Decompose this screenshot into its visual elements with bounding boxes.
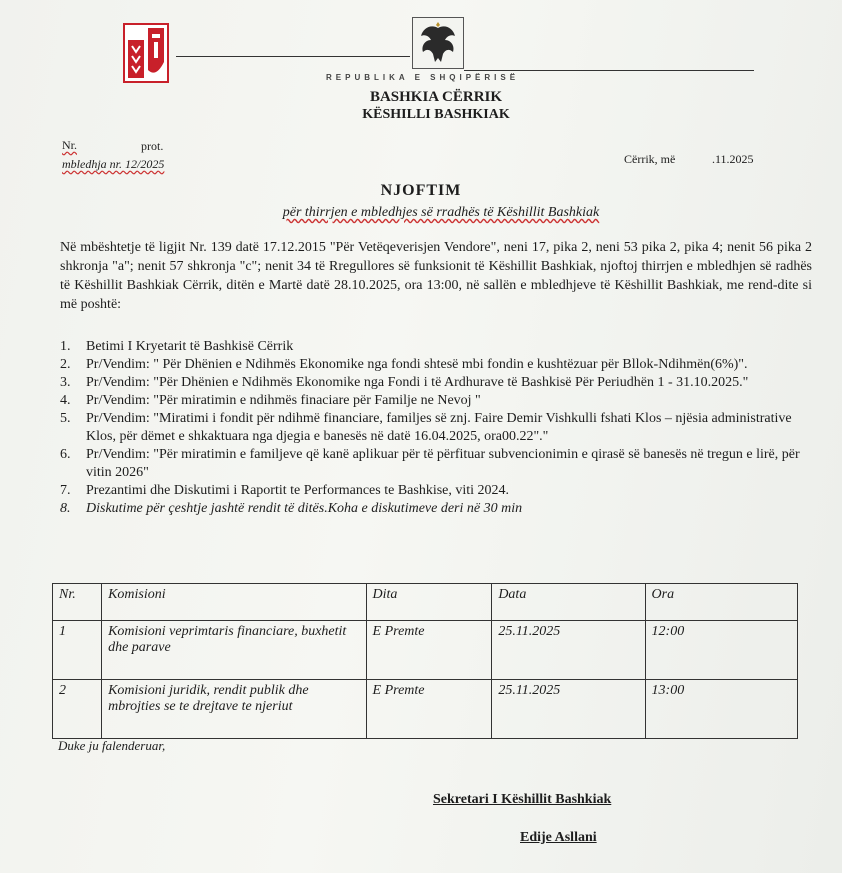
table-cell: Komisioni juridik, rendit publik dhe mbrojties se te drejtave te njeriut [102, 680, 366, 739]
agenda-item-number: 8. [60, 501, 71, 516]
table-header-cell: Komisioni [102, 584, 366, 621]
place-date-label: Cërrik, më [624, 152, 676, 166]
agenda-item [60, 446, 812, 482]
signature-name: Edije Asllani [520, 830, 597, 845]
agenda-item-text: Diskutime për çeshtje jashtë rendit të ditës.Koha e diskutimeve deri në 30 min [86, 501, 523, 516]
agenda-item [60, 338, 812, 356]
commission-schedule-table [52, 583, 798, 739]
agenda-item [60, 500, 812, 518]
meeting-number: mbledhja nr. 12/2025 [62, 157, 165, 171]
prot-label: prot. [141, 139, 164, 153]
agenda-item [60, 374, 812, 392]
agenda-item-number: 3. [60, 375, 71, 390]
table-row [53, 621, 798, 680]
agenda-item-text: Pr/Vendim: "Për Dhënien e Ndihmës Ekonomike nga Fondi i të Ardhurave të Bashkisë Për Periudhën 1 - 31.10.2025." [86, 375, 749, 390]
agenda-item-text: Pr/Vendim: "Miratimi i fondit për ndihmë financiare, familjes së znj. Faire Demir Vishkulli fshati Klos – njësia administrative Klos, për dëmet e shkaktuara nga djegia e banesës në datë 16.04.2025, ora00.22"." [86, 411, 792, 444]
agenda-item-text: Betimi I Kryetarit të Bashkisë Cërrik [86, 339, 294, 354]
agenda-item-number: 6. [60, 447, 71, 462]
agenda-item-number: 5. [60, 411, 71, 426]
table-cell: 25.11.2025 [492, 621, 645, 680]
agenda-item [60, 392, 812, 410]
agenda-item-text: Pr/Vendim: "Për miratimin e ndihmës finaciare për Familje ne Nevoj " [86, 393, 481, 408]
double-headed-eagle-emblem-icon [412, 17, 464, 69]
agenda-list [60, 338, 812, 518]
agenda-item-number: 7. [60, 483, 71, 498]
notice-intro-paragraph: Në mbështetje të ligjit Nr. 139 datë 17.12.2015 "Për Vetëqeverisjen Vendore", neni 17, pika 2, neni 53 pika 2, pika 4; nenit 56 pika 2 shkronja "a"; nenit 57 shkronja "c"; nenit 34 të Rregullores së funksionit të Këshillit Bashkiak, njoftoj thirrjen e mbledhjen së radhës të Këshillit Bashkiak Cërrik, ditën e Martë datë 28.10.2025, ora 13:00, në sallën e mbledhjeve të Këshillit Bashkiak, me rend-dite si më poshtë: [60, 240, 812, 312]
table-cell: Komisioni veprimtaris financiare, buxhetit dhe parave [102, 621, 366, 680]
table-row [53, 680, 798, 739]
header-rule-left [176, 56, 410, 57]
agenda-item-text: Prezantimi dhe Diskutimi i Raportit te Performances te Bashkise, viti 2024. [86, 483, 510, 498]
table-cell: 12:00 [645, 621, 797, 680]
agenda-item [60, 482, 812, 500]
municipality-logo-icon [122, 22, 170, 84]
nr-label: Nr. [62, 138, 77, 152]
table-cell: 25.11.2025 [492, 680, 645, 739]
municipality-name: BASHKIA CËRRIK [369, 89, 503, 105]
table-header-cell: Ora [645, 584, 797, 621]
notice-subtitle: për thirrjen e mbledhjes së rradhës të Këshillit Bashkiak [282, 205, 600, 220]
agenda-item-number: 2. [60, 357, 71, 372]
table-cell: E Premte [366, 621, 492, 680]
table-header-cell: Dita [366, 584, 492, 621]
notice-title: NJOFTIM [380, 182, 462, 199]
closing-thanks: Duke ju falenderuar, [58, 738, 166, 753]
agenda-item-number: 1. [60, 339, 71, 354]
agenda-item [60, 410, 812, 446]
council-name: KËSHILLI BASHKIAK [362, 107, 510, 122]
header-rule-right [464, 70, 754, 71]
table-cell: 1 [53, 621, 102, 680]
table-header-cell: Nr. [53, 584, 102, 621]
agenda-item-text: Pr/Vendim: " Për Dhënien e Ndihmës Ekonomike nga fondi shtesë mbi fondin e kushtëzuar për Bllok-Ndihmën(6%)". [86, 357, 748, 372]
republic-name: REPUBLIKA E SHQIPËRISË [326, 73, 520, 82]
agenda-item-number: 4. [60, 393, 71, 408]
table-cell: 2 [53, 680, 102, 739]
table-header-cell: Data [492, 584, 645, 621]
document-date: .11.2025 [712, 152, 754, 166]
agenda-item [60, 356, 812, 374]
signature-title: Sekretari I Këshillit Bashkiak [433, 792, 612, 807]
table-cell: E Premte [366, 680, 492, 739]
agenda-item-text: Pr/Vendim: "Për miratimin e familjeve që kanë aplikuar për të përfituar subvencionimin e qirasë së banesës në tregun e lirë, për vitin 2026" [86, 447, 800, 480]
table-cell: 13:00 [645, 680, 797, 739]
table-header-row [53, 584, 798, 621]
